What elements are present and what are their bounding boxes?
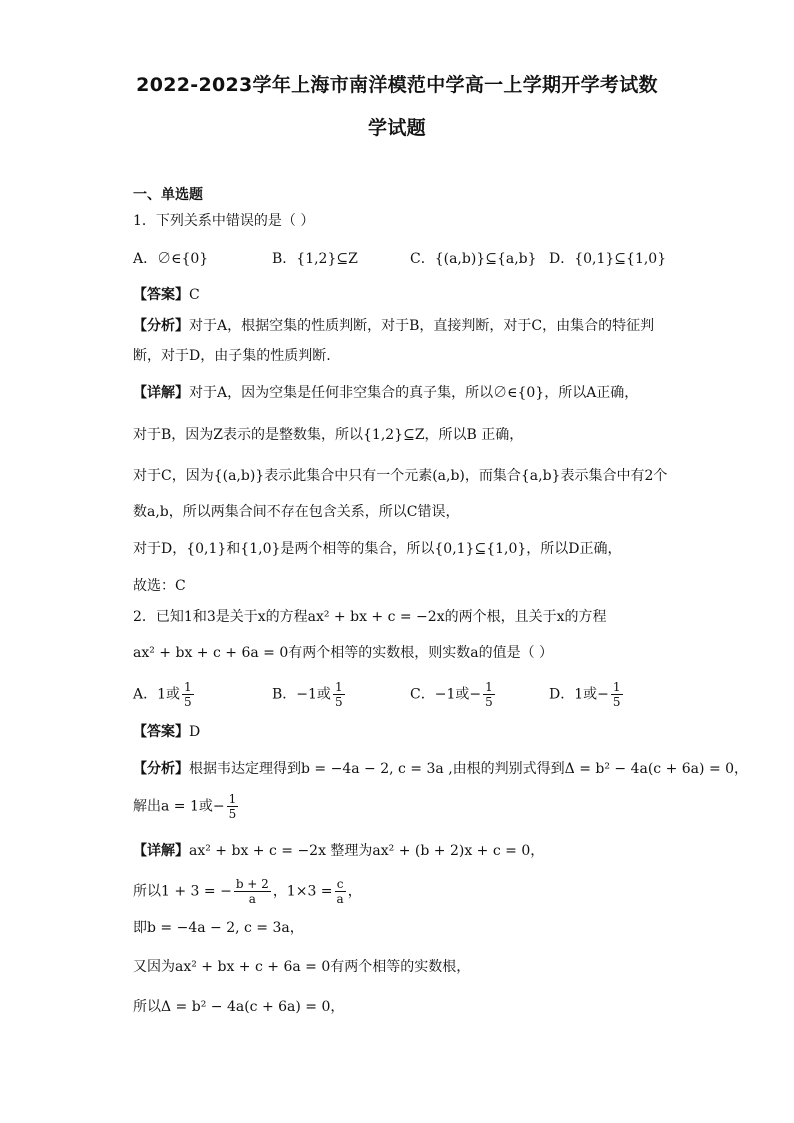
q1-conclusion: 故选：C [133, 578, 186, 594]
q2-detail-line5: 所以Δ = b² − 4a(c + 6a) = 0， [133, 999, 345, 1015]
paper-title-line2: 学试题 [368, 117, 426, 139]
detail-tag: 【详解】 [133, 385, 189, 401]
answer-tag: 【答案】 [133, 724, 189, 740]
q2-stem-line1: 2．已知1和3是关于x的方程ax² + bx + c = −2x的两个根，且关于x的方程 [133, 609, 607, 625]
q2-option-c: C．−1或− $\frac{1}{5}$ [410, 680, 493, 709]
q1-detail-line3: 对于C，因为{(a,b)}表示此集合中只有一个元素(a,b)，而集合{a,b}表示集合中有2个 [133, 468, 668, 484]
q1-answer [133, 285, 674, 305]
answer-value: C [189, 287, 200, 303]
fraction: $\frac{1}{5}$ [184, 680, 192, 709]
q2-option-b: B．−1或 $\frac{1}{5}$ [272, 680, 343, 709]
q2-option-d: D．1或− $\frac{1}{5}$ [549, 680, 621, 709]
q2-detail-line3: 即b = −4a − 2, c = 3a， [133, 920, 304, 936]
q2-analysis-line1: 【分析】根据韦达定理得到b = −4a − 2, c = 3a ,由根的判别式得到Δ = b² − 4a(c + 6a) = 0， [133, 761, 749, 777]
q1-option-c: C．{(a,b)}⊆{a,b} [410, 251, 537, 267]
q2-detail-line1: 【详解】ax² + bx + c = −2x 整理为ax² + (b + 2)x + c = 0， [133, 843, 545, 859]
analysis-tag: 【分析】 [133, 318, 189, 334]
answer-tag: 【答案】 [133, 287, 189, 303]
fraction: $\frac{1}{5}$ [334, 680, 343, 709]
section-heading: 一、单选题 [133, 187, 203, 203]
q1-analysis-line2: 断，对于D，由子集的性质判断. [133, 348, 331, 364]
fraction: $\frac{1}{5}$ [612, 680, 621, 709]
q1-option-a: A．∅∈{0} [133, 251, 209, 267]
q1-detail-line2: 对于B，因为Z表示的是整数集，所以{1,2}⊆Z，所以B 正确， [133, 427, 524, 443]
q1-option-d: D．{0,1}⊆{1,0} [549, 251, 667, 267]
q2-analysis-line2: 解出a = 1或− $\frac{1}{5}$ [133, 792, 237, 821]
paper-title-line1: 2022-2023学年上海市南洋模范中学高一上学期开学考试数 [136, 74, 658, 96]
q1-detail-line5: 对于D，{0,1}和{1,0}是两个相等的集合，所以{0,1}⊆{1,0}，所以D正确， [133, 541, 622, 557]
q2-stem-line2: ax² + bx + c + 6a = 0有两个相等的实数根，则实数a的值是（ ） [133, 645, 554, 661]
q1-option-b: B．{1,2}⊆Z [272, 251, 358, 267]
detail-tag: 【详解】 [133, 843, 189, 859]
q2-option-a: A．1或 $\frac{1}{5}$ [133, 680, 192, 709]
q2-answer [133, 722, 674, 742]
analysis-tag: 【分析】 [133, 761, 189, 777]
fraction: $\frac{1}{5}$ [485, 680, 493, 709]
fraction: $\frac{1}{5}$ [228, 792, 237, 821]
q1-detail-line4: 数a,b，所以两集合间不存在包含关系，所以C错误， [133, 504, 460, 520]
q1-analysis-line1: 【分析】对于A，根据空集的性质判断，对于B，直接判断，对于C，由集合的特征判 [133, 318, 655, 334]
q2-detail-line2: 所以1 + 3 = − $\frac{b + 2}{a}$ ，1×3 = $\frac{c}{a}$ ， [133, 877, 362, 906]
q2-detail-line4: 又因为ax² + bx + c + 6a = 0有两个相等的实数根， [133, 959, 471, 975]
q1-detail-line1: 【详解】对于A，因为空集是任何非空集合的真子集，所以∅∈{0}，所以A正确， [133, 385, 639, 401]
fraction: $\frac{c}{a}$ [336, 877, 344, 906]
q1-stem: 1．下列关系中错误的是（ ） [133, 213, 315, 229]
answer-value: D [189, 724, 201, 740]
fraction: $\frac{b + 2}{a}$ [235, 877, 269, 906]
